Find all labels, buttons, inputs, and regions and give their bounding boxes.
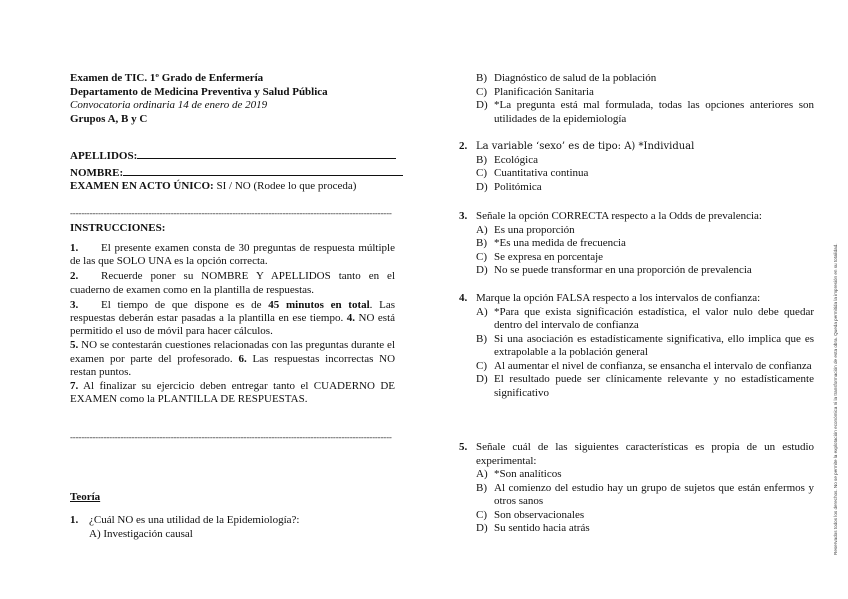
option-letter: C) [476,359,487,372]
question-5-option-a[interactable] [476,468,814,482]
question-5-option-d[interactable] [476,522,814,536]
question-5-option-b[interactable] [476,482,814,509]
question-5-text: Señale cuál de las siguientes características es propia de un estudio experimental: [476,441,814,467]
instruction-3-post: . Las respuestas deberán estar pasadas a la plantilla en ese tiempo. [70,298,396,325]
question-5 [459,441,814,536]
option-text: Al aumentar el nivel de confianza, se ensancha el intervalo de confianza [494,359,812,372]
student-form [70,147,415,194]
option-letter: D) [476,180,488,193]
question-3 [459,210,814,278]
option-letter: D) [476,264,488,276]
question-2-option-c[interactable] [476,167,814,181]
option-letter: C) [476,167,487,179]
instruction-6-text: Las respuestas incorrectas NO restan puntos. [70,352,396,378]
question-4-option-b[interactable] [476,333,814,360]
question-1 [70,514,400,541]
name-label: NOMBRE: [70,166,124,179]
instruction-3-pre: El tiempo de que dispone es de [101,298,269,311]
question-1-text: ¿Cuál NO es una utilidad de la Epidemiología?: [89,514,300,526]
question-1-option-c[interactable] [476,86,814,100]
instructions-body [70,242,395,406]
surnames-field[interactable] [137,147,396,159]
question-4 [459,292,814,400]
instruction-7-num: 7. [70,380,79,393]
instructions-heading: INSTRUCCIONES: [70,222,166,234]
instruction-2-text: Recuerde poner su NOMBRE Y APELLIDOS tanto en el cuaderno de examen como en la plantilla de respuestas. [70,270,395,296]
question-2-option-b[interactable] [476,154,814,168]
exam-call: Convocatoria ordinaria 14 de enero de 2019 [70,99,268,111]
question-1-number: 1. [70,514,79,526]
single-exam-row [70,180,415,194]
option-text: *Para que exista significación estadística, el valor nulo debe quedar dentro del intervalo de confianza [494,305,814,331]
instruction-5-text: NO se contestarán cuestiones relacionadas con las preguntas durante el examen por parte del profesorado. [70,339,395,365]
exam-groups: Grupos A, B y C [70,112,148,125]
question-3-option-a[interactable] [476,224,814,238]
option-letter: C) [476,85,487,98]
divider-bottom: ------------------------------------------------------------------------------------------------------------------- [70,432,392,442]
question-5-number: 5. [459,441,468,453]
instruction-5-num: 5. [70,339,79,352]
question-4-text: Marque la opción FALSA respecto a los intervalos de confianza: [476,292,761,304]
instruction-2-num: 2. [70,270,79,283]
instruction-4-text: NO está permitido el uso de móvil para hacer cálculos. [70,312,396,338]
question-3-option-b[interactable] [476,237,814,251]
question-3-option-c[interactable] [476,251,814,265]
instruction-1-text: El presente examen consta de 30 preguntas de respuesta múltiple de las que SOLO UNA es la opción correcta. [70,242,395,268]
option-text: *La pregunta está mal formulada, todas las opciones anteriores son utilidades de la epidemiología [494,99,814,125]
option-letter: B) [476,481,487,494]
option-letter: B) [476,72,487,84]
instruction-4-num: 4. [346,312,355,325]
question-3-option-d[interactable] [476,264,814,278]
instruction-2 [70,270,395,296]
rights-watermark: Reservados todos los derechos. No se permite la explotación económica ni la transformación de esta obra. Queda permitida la impresión en su totalidad. [833,243,838,555]
question-2-option-a[interactable]: A) *Individual [624,141,695,152]
name-field[interactable] [123,164,403,176]
question-4-number: 4. [459,292,468,304]
option-text: Al comienzo del estudio hay un grupo de sujetos que están enfermos y otros sanos [494,481,814,507]
instruction-7-text: Al finalizar su ejercicio deben entregar tanto el CUADERNO DE EXAMEN como la PLANTILLA DE RESPUESTAS. [70,380,395,406]
option-text: No se puede transformar en una proporción de prevalencia [494,264,752,276]
question-5-option-c[interactable] [476,509,814,523]
single-exam-label: EXAMEN EN ACTO ÚNICO: [70,180,214,192]
question-1-option-b[interactable] [476,72,814,86]
question-4-option-d[interactable] [476,373,814,400]
option-letter: A) [476,223,488,236]
option-letter: D) [476,99,488,111]
instruction-1 [70,242,395,268]
option-text: Se expresa en porcentaje [494,250,604,263]
surnames-label: APELLIDOS: [70,150,138,162]
instruction-6-num: 6. [238,352,247,365]
option-letter: B) [476,332,487,345]
exam-title: Examen de TIC. 1º Grado de Enfermería [70,72,264,84]
question-3-number: 3. [459,210,468,222]
option-letter: A) [476,305,488,318]
instruction-5 [70,339,395,379]
instruction-3-bold: 45 minutos en total [268,298,370,311]
question-4-option-a[interactable] [476,306,814,333]
single-exam-options[interactable]: SI / NO (Rodee lo que proceda) [213,180,357,192]
question-1-continued [476,72,814,126]
question-1-option-d[interactable] [476,99,814,126]
instruction-7 [70,380,395,406]
department: Departamento de Medicina Preventiva y Salud Pública [70,85,328,98]
option-text: Si una asociación es estadísticamente significativa, ello implica que es extrapolable a la población general [494,332,814,358]
option-text: Planificación Sanitaria [494,85,594,98]
surnames-row [70,147,415,164]
exam-header [70,72,410,126]
instruction-3-num: 3. [70,298,79,311]
option-letter: B) [476,237,487,249]
question-2-text: La variable ‘sexo’ es de tipo: [476,141,622,152]
option-letter: C) [476,508,487,521]
option-text: *Es una medida de frecuencia [494,237,626,249]
question-3-text: Señale la opción CORRECTA respecto a la Odds de prevalencia: [476,210,762,222]
instruction-1-num: 1. [70,242,79,254]
divider-top: ------------------------------------------------------------------------------------------------------------------- [70,208,392,218]
option-text: Son observacionales [494,508,585,521]
name-row [70,164,415,181]
option-text: Su sentido hacia atrás [494,522,590,534]
question-1-option-a[interactable]: A) Investigación causal [89,527,193,540]
option-text: Politómica [494,180,542,193]
question-4-option-c[interactable] [476,360,814,374]
option-letter: D) [476,373,488,385]
theory-heading: Teoría [70,491,101,503]
option-text: Es una proporción [494,223,575,236]
option-text: Cuantitativa continua [494,167,589,179]
question-2 [459,140,814,194]
instruction-3 [70,299,395,339]
option-letter: C) [476,250,487,263]
option-text: Diagnóstico de salud de la población [494,72,657,84]
option-text: El resultado puede ser clínicamente relevante y no estadísticamente significativo [494,373,814,399]
question-2-option-d[interactable] [476,181,814,195]
option-letter: D) [476,522,488,534]
option-text: *Son analíticos [494,468,562,480]
option-letter: B) [476,153,487,166]
option-letter: A) [476,468,488,480]
option-text: Ecológica [494,153,538,166]
question-2-number: 2. [459,140,468,152]
